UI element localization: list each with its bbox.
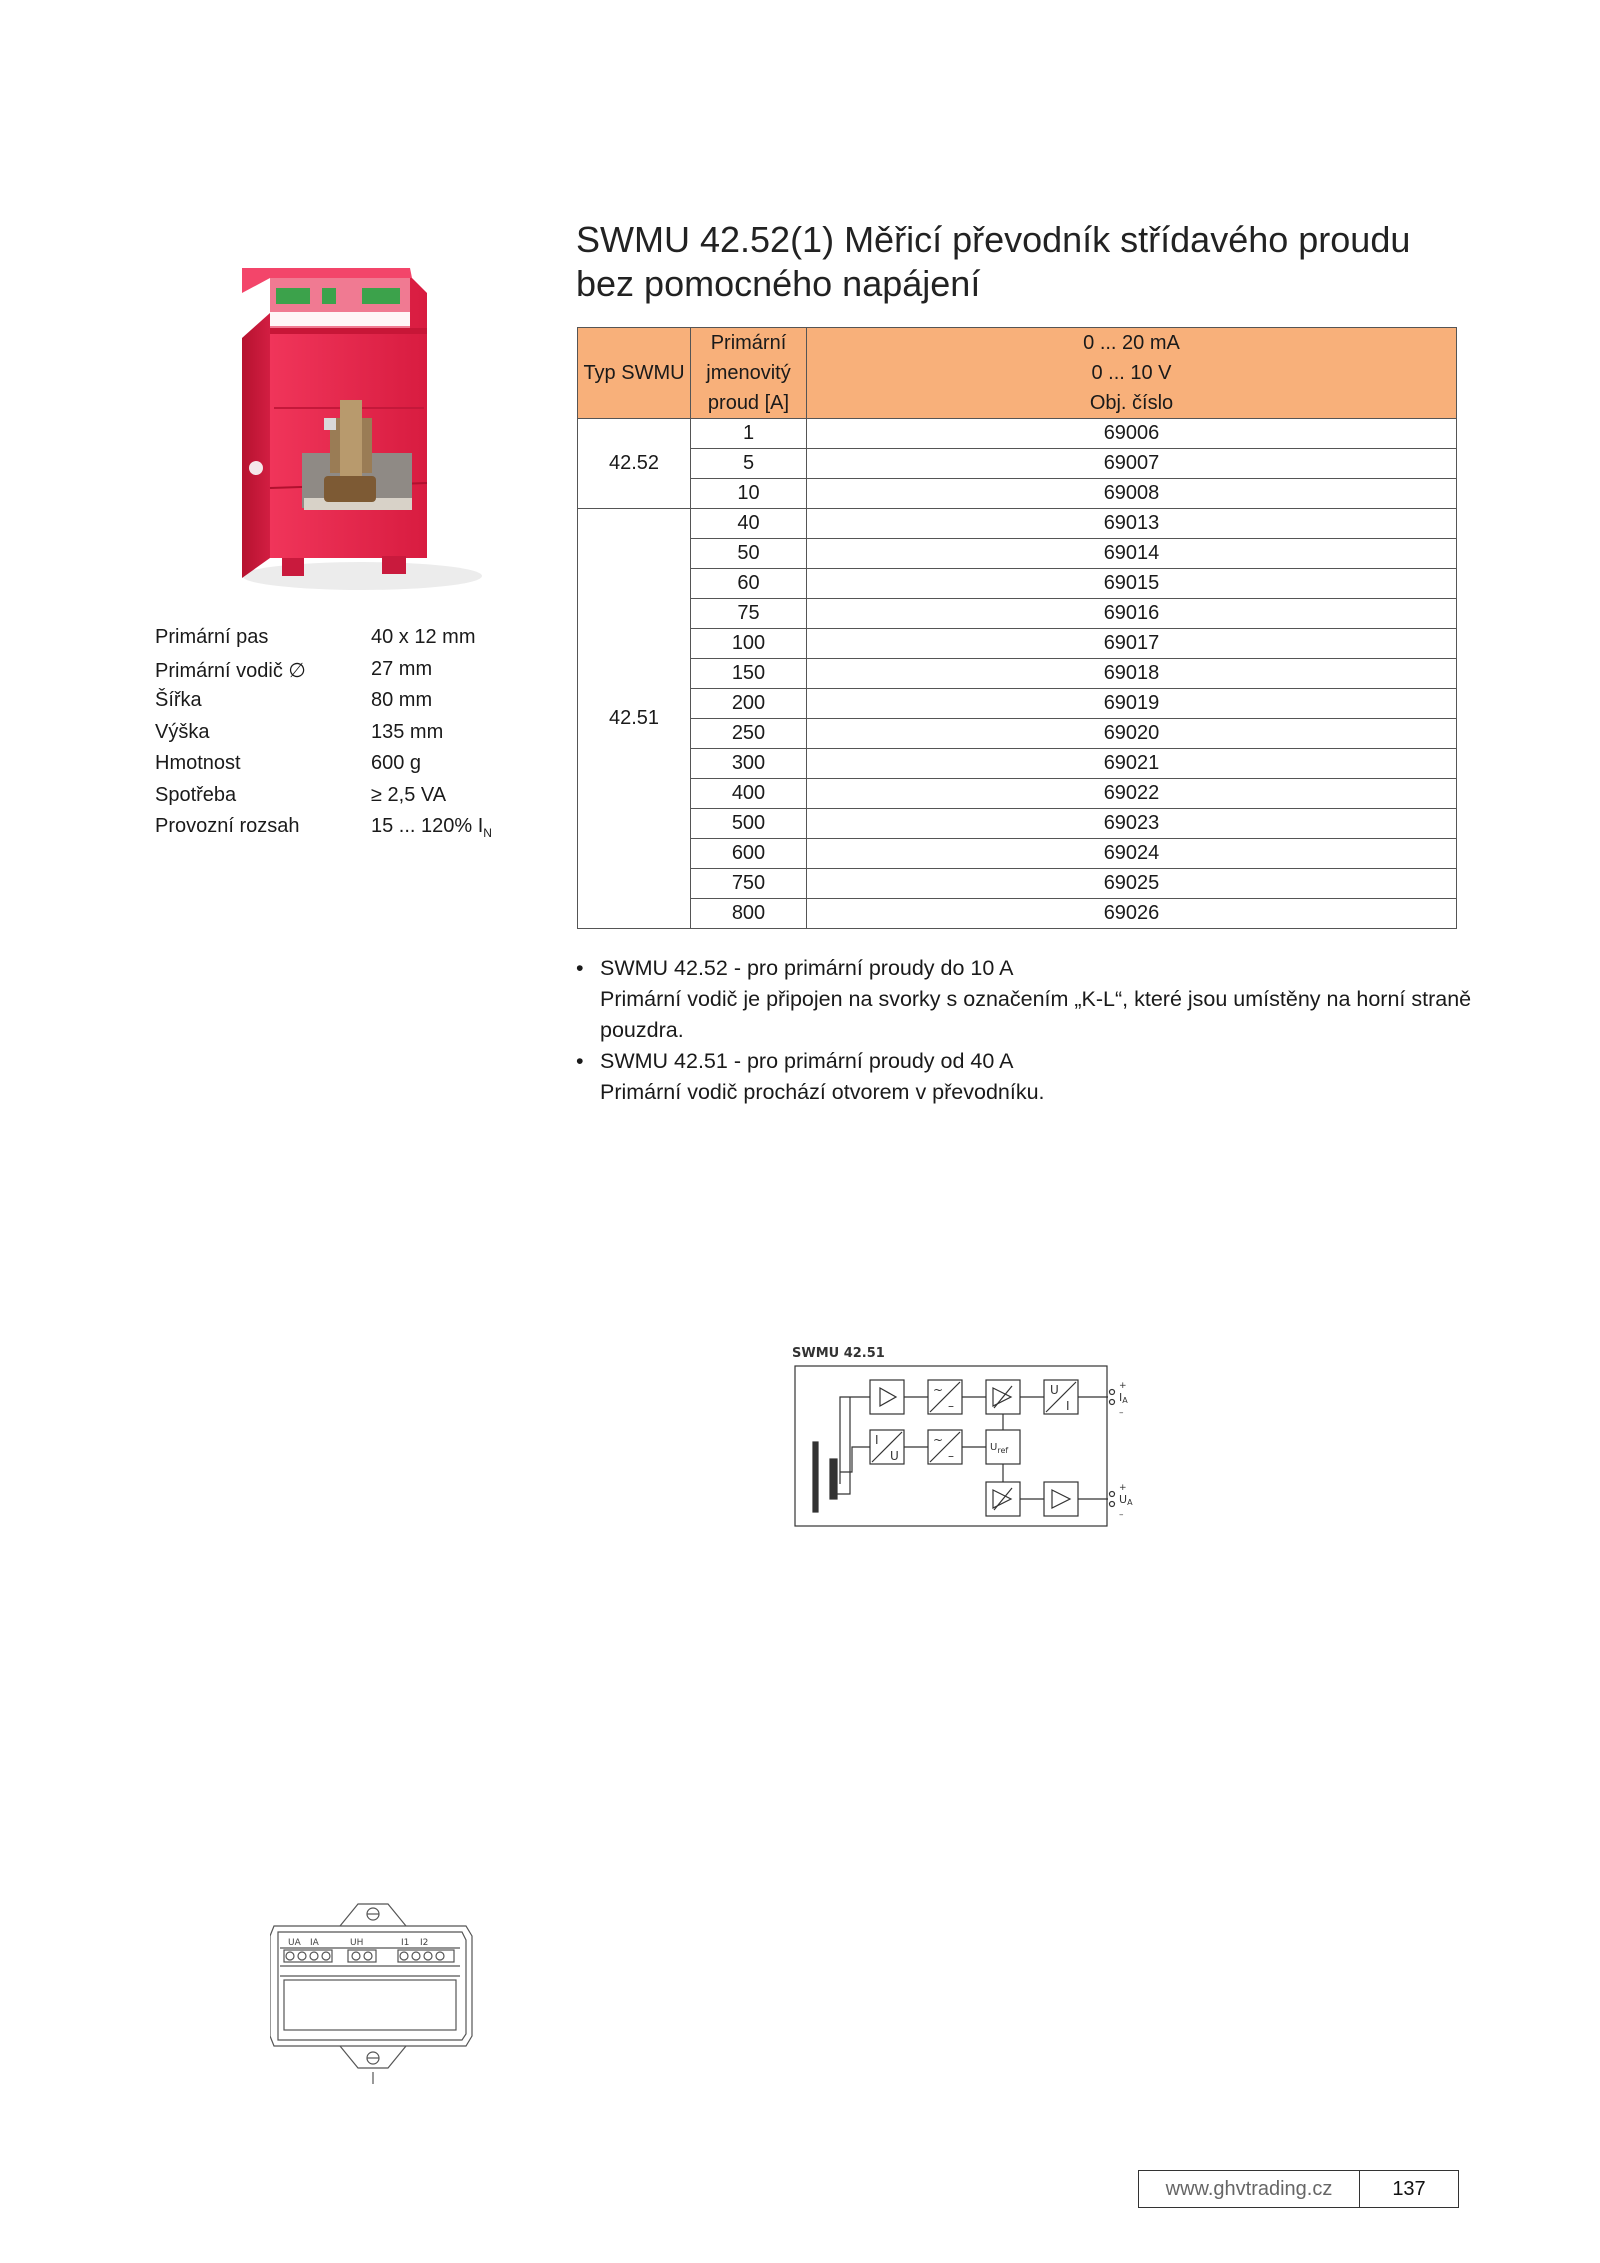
bullet	[576, 1077, 600, 1108]
current-cell: 800	[691, 899, 807, 929]
table-row	[578, 629, 1457, 659]
table-row	[578, 749, 1457, 779]
header-primary-line: jmenovitý	[706, 362, 791, 384]
order-number-cell: 69026	[807, 899, 1457, 929]
order-number-cell: 69025	[807, 869, 1457, 899]
table-row	[578, 479, 1457, 509]
header-type-label: Typ SWMU	[583, 362, 685, 384]
amplifier-block	[870, 1380, 904, 1414]
terminal-label-i1: I1	[401, 1938, 410, 1948]
terminal-label-uh: UH	[350, 1938, 364, 1948]
table-row	[578, 569, 1457, 599]
order-number-cell: 69024	[807, 839, 1457, 869]
type-cell: 42.51	[578, 509, 691, 929]
table-row	[578, 839, 1457, 869]
minus-label: –	[1119, 1510, 1124, 1520]
transformer-core	[830, 1459, 837, 1499]
uref-sub: ref	[997, 1446, 1009, 1455]
header-output-line: 0 ... 20 mA	[1083, 332, 1180, 354]
spec-row	[155, 752, 535, 784]
order-number-cell: 69023	[807, 809, 1457, 839]
table-row	[578, 599, 1457, 629]
plus-label: +	[1119, 1483, 1127, 1493]
current-cell: 750	[691, 869, 807, 899]
ia-letter: I	[1119, 1391, 1123, 1404]
table-body	[578, 419, 1457, 929]
order-number-cell: 69017	[807, 629, 1457, 659]
spec-value-text: 15 ... 120% I	[371, 815, 484, 837]
spec-label: Primární pas	[155, 626, 269, 648]
uref-u: U	[990, 1442, 998, 1453]
spec-value: ≥ 2,5 VA	[371, 783, 447, 806]
current-cell: 10	[691, 479, 807, 509]
table-row	[578, 539, 1457, 569]
current-cell: 500	[691, 809, 807, 839]
terminal	[1110, 1400, 1115, 1405]
current-cell: 250	[691, 719, 807, 749]
order-number-cell: 69008	[807, 479, 1457, 509]
current-cell: 200	[691, 689, 807, 719]
spec-row	[155, 815, 535, 847]
current-cell: 150	[691, 659, 807, 689]
ua-label	[1119, 1493, 1133, 1507]
spec-list	[155, 626, 535, 847]
terminal-label-ia: IA	[310, 1938, 319, 1948]
current-cell: 40	[691, 509, 807, 539]
terminal-block	[398, 1950, 454, 1962]
header-type	[578, 328, 691, 419]
table-row	[578, 809, 1457, 839]
spec-row	[155, 689, 535, 721]
dash-label: –	[948, 1399, 954, 1413]
note-text: Primární vodič je připojen na svorky s označením „K-L“, které jsou umístěny na horní straně pouzdra.	[600, 987, 1472, 1042]
dash-label: –	[948, 1449, 954, 1463]
spec-value: 40 x 12 mm	[371, 626, 476, 648]
bottom-mount-tab	[340, 2046, 406, 2068]
terminal-label-ua: UA	[288, 1938, 301, 1948]
table-row	[578, 719, 1457, 749]
product-photo	[212, 258, 502, 598]
spec-row	[155, 721, 535, 753]
type-cell: 42.52	[578, 419, 691, 509]
current-cell: 100	[691, 629, 807, 659]
page-title	[576, 218, 1476, 306]
spec-label: Spotřeba	[155, 783, 237, 806]
diagram-frame	[795, 1366, 1107, 1526]
bullet: •	[576, 1049, 584, 1073]
current-cell: 600	[691, 839, 807, 869]
current-cell: 50	[691, 539, 807, 569]
page-footer	[1138, 2170, 1459, 2208]
output-amplifier-icon	[1052, 1490, 1070, 1508]
i-label: I	[875, 1433, 879, 1447]
front-view-drawing	[270, 1896, 478, 2084]
ua-sub: A	[1127, 1498, 1133, 1507]
primary-bar	[813, 1442, 818, 1512]
table-row	[578, 689, 1457, 719]
title-line-1: SWMU 42.52(1) Měřicí převodník střídavého proudu	[576, 219, 1411, 260]
note-text: Primární vodič prochází otvorem v převodníku.	[600, 1080, 1045, 1104]
i-label: I	[1066, 1399, 1070, 1413]
notes-list	[576, 953, 1476, 1108]
current-cell: 400	[691, 779, 807, 809]
terminal	[1110, 1492, 1115, 1497]
header-output-line: Obj. číslo	[1089, 392, 1174, 414]
minus-label: –	[1119, 1408, 1124, 1418]
window-opening	[284, 1980, 456, 2030]
header-primary-line: Primární	[710, 332, 787, 354]
order-number-cell: 69019	[807, 689, 1457, 719]
spec-row	[155, 658, 535, 690]
order-number-cell: 69022	[807, 779, 1457, 809]
table-row	[578, 869, 1457, 899]
u-label: U	[890, 1449, 899, 1463]
title-line-2: bez pomocného napájení	[576, 263, 981, 304]
tilde-label: ~	[933, 1433, 944, 1447]
ia-sub: A	[1122, 1396, 1128, 1405]
note-text: SWMU 42.51 - pro primární proudy od 40 A	[600, 1049, 1014, 1073]
order-number-cell: 69007	[807, 449, 1457, 479]
spec-value: 135 mm	[371, 720, 444, 743]
amplifier-icon	[880, 1388, 896, 1406]
order-number-cell: 69006	[807, 419, 1457, 449]
spec-label: Hmotnost	[155, 752, 241, 774]
table-header-row	[578, 328, 1457, 419]
order-number-cell: 69015	[807, 569, 1457, 599]
header-primary-line: proud [A]	[707, 392, 790, 414]
order-number-cell: 69018	[807, 659, 1457, 689]
header-output	[807, 328, 1457, 419]
table-row	[578, 779, 1457, 809]
order-number-cell: 69013	[807, 509, 1457, 539]
note-item	[576, 1046, 1476, 1077]
bullet: •	[576, 956, 584, 980]
u-label: U	[1050, 1383, 1059, 1397]
footer-url: www.ghvtrading.cz	[1139, 2171, 1360, 2207]
spec-label: Šířka	[155, 689, 202, 711]
current-cell: 1	[691, 419, 807, 449]
terminal	[1110, 1502, 1115, 1507]
page-number: 137	[1392, 2178, 1426, 2200]
spec-value: 600 g	[371, 752, 422, 774]
table-row	[578, 659, 1457, 689]
order-number-cell: 69014	[807, 539, 1457, 569]
ua-letter: U	[1119, 1493, 1128, 1506]
bullet	[576, 984, 600, 1046]
ia-label	[1119, 1391, 1128, 1405]
table-row	[578, 509, 1457, 539]
current-cell: 60	[691, 569, 807, 599]
terminal-label-i2: I2	[420, 1938, 429, 1948]
output-amplifier-block	[1044, 1482, 1078, 1516]
spec-label: Výška	[155, 720, 210, 743]
order-number-cell: 69016	[807, 599, 1457, 629]
spec-label: Provozní rozsah	[155, 815, 300, 837]
spec-value	[371, 815, 535, 847]
top-mount-tab	[340, 1904, 406, 1926]
spec-label: Primární vodič ∅	[155, 659, 306, 682]
note-item	[576, 953, 1476, 984]
block-diagram	[790, 1344, 1150, 1530]
current-cell: 75	[691, 599, 807, 629]
plus-label: +	[1119, 1381, 1127, 1391]
order-table	[577, 327, 1457, 929]
tilde-label: ~	[933, 1383, 944, 1397]
note-text: SWMU 42.52 - pro primární proudy do 10 A	[600, 956, 1014, 980]
spec-row	[155, 784, 535, 816]
table-row	[578, 449, 1457, 479]
spec-row	[155, 626, 535, 658]
spec-value: 80 mm	[371, 689, 433, 711]
note-item	[576, 984, 1476, 1046]
uref-label	[990, 1442, 1008, 1455]
table-row	[578, 899, 1457, 929]
diagram-title: SWMU 42.51	[792, 1346, 885, 1361]
table-row	[578, 419, 1457, 449]
current-cell: 300	[691, 749, 807, 779]
order-number-cell: 69020	[807, 719, 1457, 749]
order-number-cell: 69021	[807, 749, 1457, 779]
spec-value: 27 mm	[371, 657, 433, 680]
terminal	[1110, 1390, 1115, 1395]
current-cell: 5	[691, 449, 807, 479]
header-primary	[691, 328, 807, 419]
note-item	[576, 1077, 1476, 1108]
header-output-line: 0 ... 10 V	[1091, 362, 1172, 384]
spec-value-subscript: N	[483, 826, 492, 840]
